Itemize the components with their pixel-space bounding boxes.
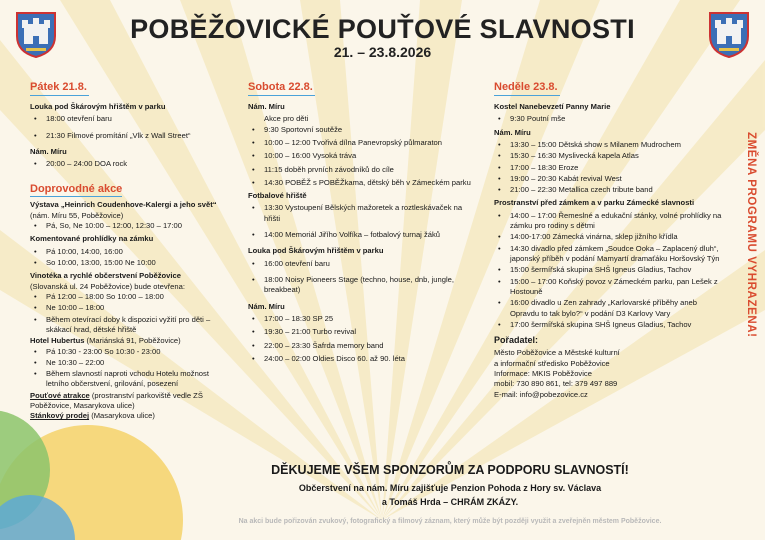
organizer-phone: mobil: 730 890 861, tel: 379 497 889 xyxy=(494,379,618,389)
football-program-list xyxy=(248,203,473,240)
program-item: • 11:15 doběh prvních závodníků do cíle xyxy=(248,165,473,175)
program-item: • 17:00 – 18:30 Eroze xyxy=(494,163,722,173)
organizer-heading: Pořadatel: xyxy=(494,335,539,346)
program-item: • 18:00 Noisy Pioneers Stage (techno, house, dnb, jungle, breakbeat) xyxy=(248,275,473,296)
program-item: • 17:00 – 18:30 SP 25 xyxy=(248,314,473,324)
organizer-line: Informace: MKIS Poběžovice xyxy=(494,369,592,379)
stalls-title: Stánkový prodej xyxy=(30,411,90,421)
fair-title: Pouťové atrakce xyxy=(30,390,90,400)
recording-notice: Na akci bude pořizován zvukový, fotografický a filmový záznam, který může být později využit a zveřejněn městem Poběžovice. xyxy=(238,518,662,525)
program-change-text: ZMĚNA PROGRAMU VYHRAZENA! xyxy=(745,132,757,338)
venue-program-list xyxy=(30,114,228,141)
exhibition-place: (nám. Míru 55, Poběžovice) xyxy=(30,210,124,220)
hotel-address: (Mariánská 91, Poběžovice) xyxy=(84,336,181,346)
square-evening-list xyxy=(248,314,473,364)
square-heading: Nám. Míru xyxy=(30,146,67,156)
program-item: • 14:00 Memoriál Jiřího Volfíka – fotbalový turnaj žáků xyxy=(248,230,473,240)
saturday-column xyxy=(248,80,473,367)
winery-list xyxy=(30,292,228,335)
program-change-notice xyxy=(732,128,757,418)
hours-item: • Ne 10:00 – 18:00 xyxy=(30,303,228,313)
winery-heading: Vinotéka a rychlé občerstvení Poběžovice xyxy=(30,271,181,281)
program-item: • 13:30 – 15:00 Dětská show s Milanem Mudrochem xyxy=(494,140,722,150)
organizer-line: Město Poběžovice a Městské kulturní xyxy=(494,348,620,358)
program-item: • 22:00 – 23:30 Šafrda memory band xyxy=(248,341,473,351)
program-item: • 15:30 – 16:30 Myslivecká kapela Atlas xyxy=(494,151,722,161)
program-item: • 20:00 – 24:00 DOA rock xyxy=(30,159,228,169)
venue-program-list xyxy=(248,259,473,296)
program-item: • 14:30 divadlo před zámkem „Soudce Ooka – Zaplacený dluh“, japonský příběh v podání Mamyartí dramaťáku Horšovský Týn xyxy=(494,244,722,265)
hours-item: • Pá 10:00, 14:00, 16:00 xyxy=(30,247,228,257)
program-item: • 14:30 POBĚŽ s POBĚŽkama, dětský běh v Zámeckém parku xyxy=(248,178,473,188)
program-item: • 14:00-17:00 Zámecká vinárna, sklep jižního křídla xyxy=(494,232,722,242)
program-item: • 13:30 Vystoupení Bělských mažoretek a roztleskávaček na hřišti xyxy=(248,203,473,224)
football-heading: Fotbalové hřiště xyxy=(248,191,307,201)
venue-heading: Louka pod Škárovým hřištěm v parku xyxy=(248,246,384,256)
program-item: • 21:30 Filmové promítání „Vlk z Wall Street“ xyxy=(30,131,228,141)
hotel-info xyxy=(30,336,228,346)
hours-item: • Během slavností naproti vchodu Hotelu možnost letního občerstvení, grilování, posezení xyxy=(30,369,228,390)
hotel-title: Hotel Hubertus xyxy=(30,336,85,346)
day-heading-sunday: Neděle 23.8. xyxy=(494,80,560,96)
festival-dates: 21. – 23.8.2026 xyxy=(333,44,432,60)
fair-text: (prostranství parkoviště vedle ZŠ Poběžovice, Masarykova ulice) xyxy=(30,390,203,411)
church-heading: Kostel Nanebevzetí Panny Marie xyxy=(494,101,611,111)
program-item: • 15:00 šermířská skupina SHŠ Igneus Gladius, Tachov xyxy=(494,265,722,275)
day-heading-friday: Pátek 21.8. xyxy=(30,80,89,96)
refreshments-info xyxy=(180,482,720,510)
hours-item: • Během otevírací doby k dispozici vyžití pro děti – skákací hrad, dětské hřiště xyxy=(30,315,228,336)
square-heading: Nám. Míru xyxy=(248,101,285,111)
program-item: • 21:00 – 22:30 Metallica czech tribute band xyxy=(494,185,722,195)
hours-item: • Pá 12:00 – 18:00 So 10:00 – 18:00 xyxy=(30,292,228,302)
program-item: • 9:30 Poutní mše xyxy=(494,114,722,124)
exhibition-title: Výstava „Heinrich Coudenhove-Kalergi a jeho svět“ xyxy=(30,200,217,210)
exhibition-hours xyxy=(30,221,228,231)
hours-item: • Ne 10:30 – 22:00 xyxy=(30,358,228,368)
program-item: • 19:00 – 20:30 Kabát revival West xyxy=(494,174,722,184)
organizer-line: a informační středisko Poběžovice xyxy=(494,358,610,368)
square-heading: Nám. Míru xyxy=(494,127,531,137)
hotel-list xyxy=(30,347,228,390)
program-item: • 10:00 – 16:00 Vysoká tráva xyxy=(248,151,473,161)
program-item: • 9:30 Sportovní soutěže xyxy=(248,125,473,135)
castle-tours-heading: Komentované prohlídky na zámku xyxy=(30,234,154,244)
program-item: • 14:00 – 17:00 Řemeslné a edukační stánky, volné prohlídky na zámku pro rodiny s dětmi xyxy=(494,211,722,232)
square-heading: Nám. Míru xyxy=(248,301,285,311)
square-program-list xyxy=(30,159,228,169)
stalls-text: (Masarykova ulice) xyxy=(89,411,155,421)
castle-program-list xyxy=(494,211,722,330)
square-program-list xyxy=(248,125,473,189)
castle-area-heading: Prostranství před zámkem a v parku Zámecké slavnosti xyxy=(494,198,695,208)
exhibition-info xyxy=(30,200,228,221)
program-item: • 24:00 – 02:00 Oldies Disco 60. až 90. léta xyxy=(248,354,473,364)
stalls-info xyxy=(30,411,228,421)
friday-column xyxy=(30,80,228,422)
sunday-column xyxy=(494,80,722,400)
refreshments-line: Občerstvení na nám. Míru zajišťuje Penzion Pohoda z Hory sv. Václava xyxy=(298,483,602,493)
accompanying-events-heading: Doprovodné akce xyxy=(30,182,122,198)
program-item: • 18:00 otevření baru xyxy=(30,114,228,124)
program-item: • 16:00 divadlo u Zen zahrady „Karlovarské příběhy aneb Opravdu to tak bylo?“ v podání D3 Karlovy Vary xyxy=(494,298,722,319)
church-program-list xyxy=(494,114,722,124)
program-item: • 15:00 – 17:00 Koňský povoz v Zámeckém parku, pan Lešek z Hostouně xyxy=(494,277,722,298)
organizer-email: E-mail: info@pobezovice.cz xyxy=(494,389,588,399)
page-title: POBĚŽOVICKÉ POUŤOVÉ SLAVNOSTI xyxy=(130,14,635,44)
fair-info xyxy=(30,391,228,412)
winery-address: (Slovanská ul. 24 Poběžovice) bude otevřena: xyxy=(30,281,185,291)
hours-item: • Pá 10:30 - 23:00 So 10:30 - 23:00 xyxy=(30,347,228,357)
venue-heading: Louka pod Škárovým hřištěm v parku xyxy=(30,101,166,111)
sponsors-thanks: DĚKUJEME VŠEM SPONZORŮM ZA PODPORU SLAVNOSTÍ! xyxy=(271,463,629,477)
kids-events-label: Akce pro děti xyxy=(264,114,309,124)
castle-tours-list xyxy=(30,247,228,269)
program-item: • 17:00 šermířská skupina SHŠ Igneus Gladius, Tachov xyxy=(494,320,722,330)
hours-item: • Pá, So, Ne 10:00 – 12:00, 12:30 – 17:00 xyxy=(30,221,228,231)
day-heading-saturday: Sobota 22.8. xyxy=(248,80,315,96)
refreshments-line: a Tomáš Hrda – CHRÁM ZKÁZY. xyxy=(381,496,519,507)
program-item: • 10:00 – 12:00 Tvořivá dílna Panevropský půlmaraton xyxy=(248,138,473,148)
hours-item: • So 10:00, 13:00, 15:00 Ne 10:00 xyxy=(30,258,228,268)
program-item: • 19:30 – 21:00 Turbo revival xyxy=(248,327,473,337)
program-item: • 16:00 otevření baru xyxy=(248,259,473,269)
square-program-list xyxy=(494,140,722,196)
